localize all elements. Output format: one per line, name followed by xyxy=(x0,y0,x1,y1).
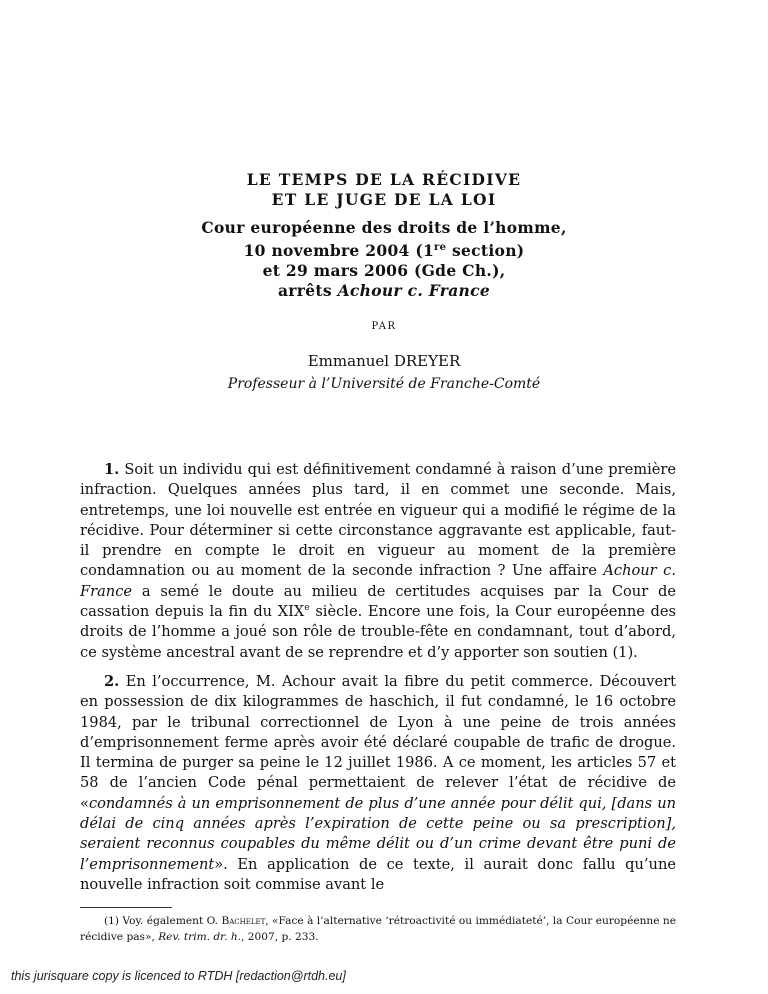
subtitle-line-2 xyxy=(0,238,768,261)
article-body xyxy=(80,460,676,895)
subtitle-date: 10 novembre 2004 (1 xyxy=(243,241,435,261)
article-header xyxy=(0,170,768,392)
article-title-line-2: ET LE JUGE DE LA LOI xyxy=(271,190,497,209)
paragraph-text: a semé le doute au milieu de certitudes acquises par la Cour de cassation depuis la fin du XIX xyxy=(80,582,676,621)
paragraph-number: 2. xyxy=(104,672,120,690)
footnote-text: , «Face à l’alternative ‘rétroactivité ou immédiateté’, la Cour européenne ne récidive pas», xyxy=(80,915,677,943)
paragraph-text: ». En application de ce texte, il aurait donc fallu qu’une nouvelle infraction soit commise avant le xyxy=(80,855,676,893)
case-reference: Achour c. France xyxy=(80,562,676,600)
footnote-journal: Rev. trim. dr. h. xyxy=(158,931,242,943)
subtitle-superscript: re xyxy=(434,242,447,253)
subtitle-arrets: arrêts xyxy=(277,281,338,301)
article-subtitle xyxy=(0,218,768,301)
licence-watermark: this jurisquare copy is licenced to RTDH [redaction@rtdh.eu] xyxy=(11,969,346,983)
footnote-author: Bachelet xyxy=(221,915,266,927)
paragraph-2 xyxy=(80,672,676,895)
paragraph-text: Soit un individu qui est définitivement condamné à raison d’une première infraction. Quelques années plus tard, il en commet une seconde. Mais, entretemps, une loi nouvelle est entrée en vigueur qui a modifié le régime de la récidive. Pour déterminer si cette circonstance aggravante est applicable, faut-il prendre en compte le droit en vigueur au moment de la première condamnation ou au moment de la seconde infraction ? Une affaire xyxy=(80,461,676,580)
author-name: Emmanuel DREYER xyxy=(307,352,461,371)
paragraph-text: siècle. Encore une fois, la Cour européenne des droits de l’homme a joué son rôle de trouble-fête en condamnant, tout d’abord, ce système ancestral avant de se reprendre et d’y apporter son soutien (1). xyxy=(80,603,676,661)
footnote-1 xyxy=(80,913,676,945)
paragraph-1 xyxy=(80,460,676,663)
legal-quote: condamnés à un emprisonnement de plus d’une année pour délit qui, [dans un délai de cinq années après l’expiration de cette peine ou sa prescription], seraient reconnus coupables du même délit ou d’un crime devant être puni de l’emprisonnement xyxy=(80,794,676,873)
footnote-text: , 2007, p. 233. xyxy=(241,931,319,943)
footnote-text: (1) Voy. également O. xyxy=(104,915,222,927)
subtitle-section: section) xyxy=(446,241,525,261)
century-superscript: e xyxy=(304,603,310,614)
subtitle-case-name: Achour c. France xyxy=(337,281,491,301)
subtitle-line-3: et 29 mars 2006 (Gde Ch.), xyxy=(262,261,506,281)
footnote-divider xyxy=(80,907,172,908)
article-title-line-1: LE TEMPS DE LA RÉCIDIVE xyxy=(246,170,522,189)
subtitle-line-4 xyxy=(0,281,768,301)
author-affiliation: Professeur à l’Université de Franche-Comté xyxy=(227,376,541,393)
par-label: PAR xyxy=(371,321,397,333)
paragraph-text: En l’occurrence, M. Achour avait la fibre du petit commerce. Découvert en possession de dix kilogrammes de haschich, il fut condamné, le 16 octobre 1984, par le tribunal correctionnel de Lyon à une peine de trois années d’emprisonnement ferme après avoir été déclaré coupable de trafic de drogue. Il termina de purger sa peine le 12 juillet 1986. A ce moment, les articles 57 et 58 de l’ancien Code pénal permettaient de relever l’état de récidive de « xyxy=(80,672,676,812)
paragraph-number: 1. xyxy=(104,461,120,478)
subtitle-line-1: Cour européenne des droits de l’homme, xyxy=(201,218,567,237)
